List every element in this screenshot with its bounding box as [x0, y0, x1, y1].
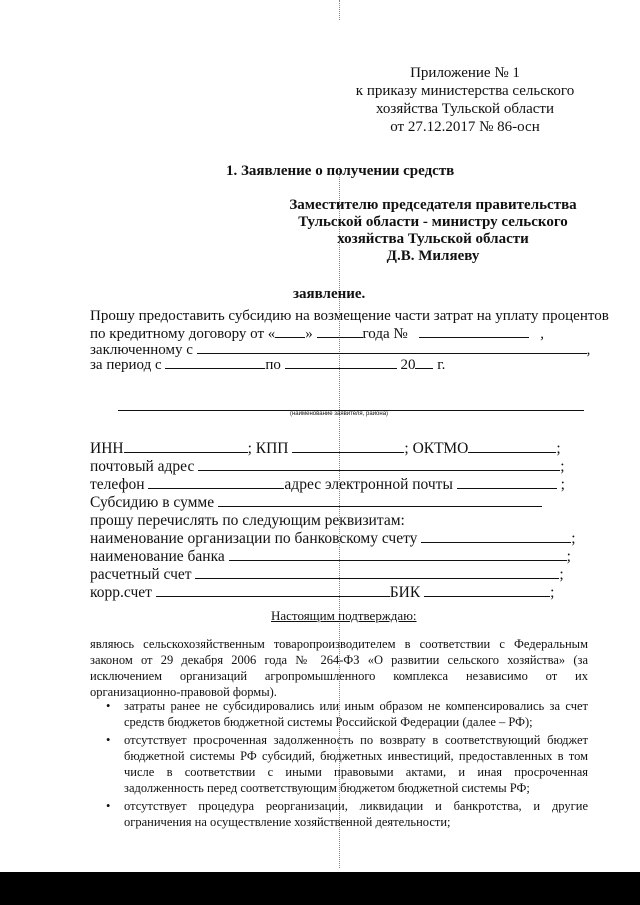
oktmo-label: ; ОКТМО [404, 440, 469, 457]
applicant-caption: (наименование заявителя, района) [290, 411, 389, 417]
req-row-corr [90, 582, 554, 603]
semicolon: ; [566, 548, 571, 565]
bullet-icon: • [106, 733, 111, 747]
corr-account-field[interactable] [156, 584, 390, 597]
addressee-line1: Заместителю председателя правительства [289, 197, 577, 213]
confirmation-heading: Настоящим подтверждаю: [271, 608, 417, 623]
concluded-with-label: заключенному с [90, 342, 193, 358]
org-field[interactable] [421, 530, 571, 543]
appendix-line3: хозяйства Тульской области [376, 101, 554, 117]
kpp-label: ; КПП [247, 440, 289, 457]
request-row1: Прошу предоставить субсидию на возмещение части затрат на уплату процентов [90, 308, 609, 324]
period-from-label: за период с [90, 357, 162, 373]
bik-field[interactable] [424, 584, 550, 597]
contract-year-label: года № [362, 326, 408, 342]
account-label: расчетный счет [90, 566, 192, 583]
period-to-field[interactable] [285, 356, 397, 369]
quote-close: » [305, 326, 313, 342]
document-title: 1. Заявление о получении средств [226, 163, 455, 179]
year-suffix: г. [437, 357, 446, 373]
list-item-text: затраты ранее не субсидировались или иным образом не компенсировались за счет средств бюджетов бюджетной системы Российской Федерации (далее – РФ); [124, 699, 588, 729]
transfer-instruction: прошу перечислять по следующим реквизитам: [90, 512, 405, 529]
postal-label: почтовый адрес [90, 458, 195, 475]
counterparty-field[interactable] [197, 341, 587, 354]
list-item [106, 798, 588, 830]
year-prefix: 20 [400, 357, 416, 373]
statement-heading: заявление. [293, 286, 366, 302]
semicolon: ; [556, 440, 561, 457]
semicolon: ; [560, 476, 565, 493]
addressee-line3: хозяйства Тульской области [337, 231, 529, 247]
appendix-line2: к приказу министерства сельского [355, 83, 575, 99]
bullet-icon: • [106, 799, 111, 813]
corr-label: корр.счет [90, 584, 152, 601]
subsidy-label: Субсидию в сумме [90, 494, 215, 511]
inn-label: ИНН [90, 440, 124, 457]
list-item [106, 698, 588, 730]
contract-month-field[interactable] [317, 325, 363, 338]
subsidy-amount-field[interactable] [218, 494, 542, 507]
bank-field[interactable] [229, 548, 567, 561]
semicolon: ; [560, 458, 565, 475]
bik-label: БИК [389, 584, 421, 601]
bank-label: наименование банка [90, 548, 225, 565]
email-label: адрес электронной почты [284, 476, 453, 493]
addressee-line2: Тульской области - министру сельского [298, 214, 568, 230]
comma: , [586, 342, 591, 358]
contract-number-field[interactable] [419, 325, 529, 338]
list-item [106, 732, 588, 796]
scan-artifact [339, 0, 341, 20]
appendix-line4: от 27.12.2017 № 86-осн [390, 119, 540, 135]
semicolon: ; [571, 530, 576, 547]
bullet-icon: • [106, 699, 111, 713]
inn-field[interactable] [124, 440, 248, 453]
postal-field[interactable] [198, 458, 560, 471]
appendix-line1: Приложение № 1 [410, 65, 520, 81]
scan-bottom-edge [0, 872, 640, 905]
list-item-text: отсутствует процедура реорганизации, ликвидации и банкротства, и другие ограничения на осуществление хозяйственной деятельности; [124, 799, 588, 829]
email-field[interactable] [457, 476, 557, 489]
contract-label: по кредитному договору от « [90, 326, 276, 342]
addressee-name: Д.В. Миляеву [386, 248, 480, 264]
list-item-text: отсутствует просроченная задолженность по возврату в соответствующий бюджет бюджетной системы РФ субсидий, бюджетных инвестиций, предоставленных в том числе в соответствии с иными правовыми актами, и иная просроченная задолженность перед соответствующим бюджетом бюджетной системы РФ; [124, 733, 588, 795]
request-row4 [90, 356, 445, 374]
phone-label: телефон [90, 476, 145, 493]
semicolon: ; [550, 584, 555, 601]
phone-field[interactable] [148, 476, 284, 489]
period-from-field[interactable] [165, 356, 265, 369]
kpp-field[interactable] [292, 440, 404, 453]
contract-day-field[interactable] [275, 325, 305, 338]
semicolon: ; [559, 566, 564, 583]
year-field[interactable] [415, 356, 433, 369]
confirmation-list [106, 698, 588, 832]
appendix-header [345, 64, 585, 136]
account-field[interactable] [195, 566, 559, 579]
oktmo-field[interactable] [468, 440, 556, 453]
period-to-label: по [265, 357, 281, 373]
comma: , [540, 326, 544, 342]
addressee-block [278, 197, 588, 265]
org-label: наименование организации по банковскому счету [90, 530, 418, 547]
producer-paragraph: являюсь сельскохозяйственным товаропроизводителем в соответствии с Федеральным законом от 29 декабря 2006 года № 264-ФЗ «О развитии сельского хозяйства» (за исключением организаций агропромышленного комплекса независимо от их организационно-правовой формы). [90, 637, 588, 699]
